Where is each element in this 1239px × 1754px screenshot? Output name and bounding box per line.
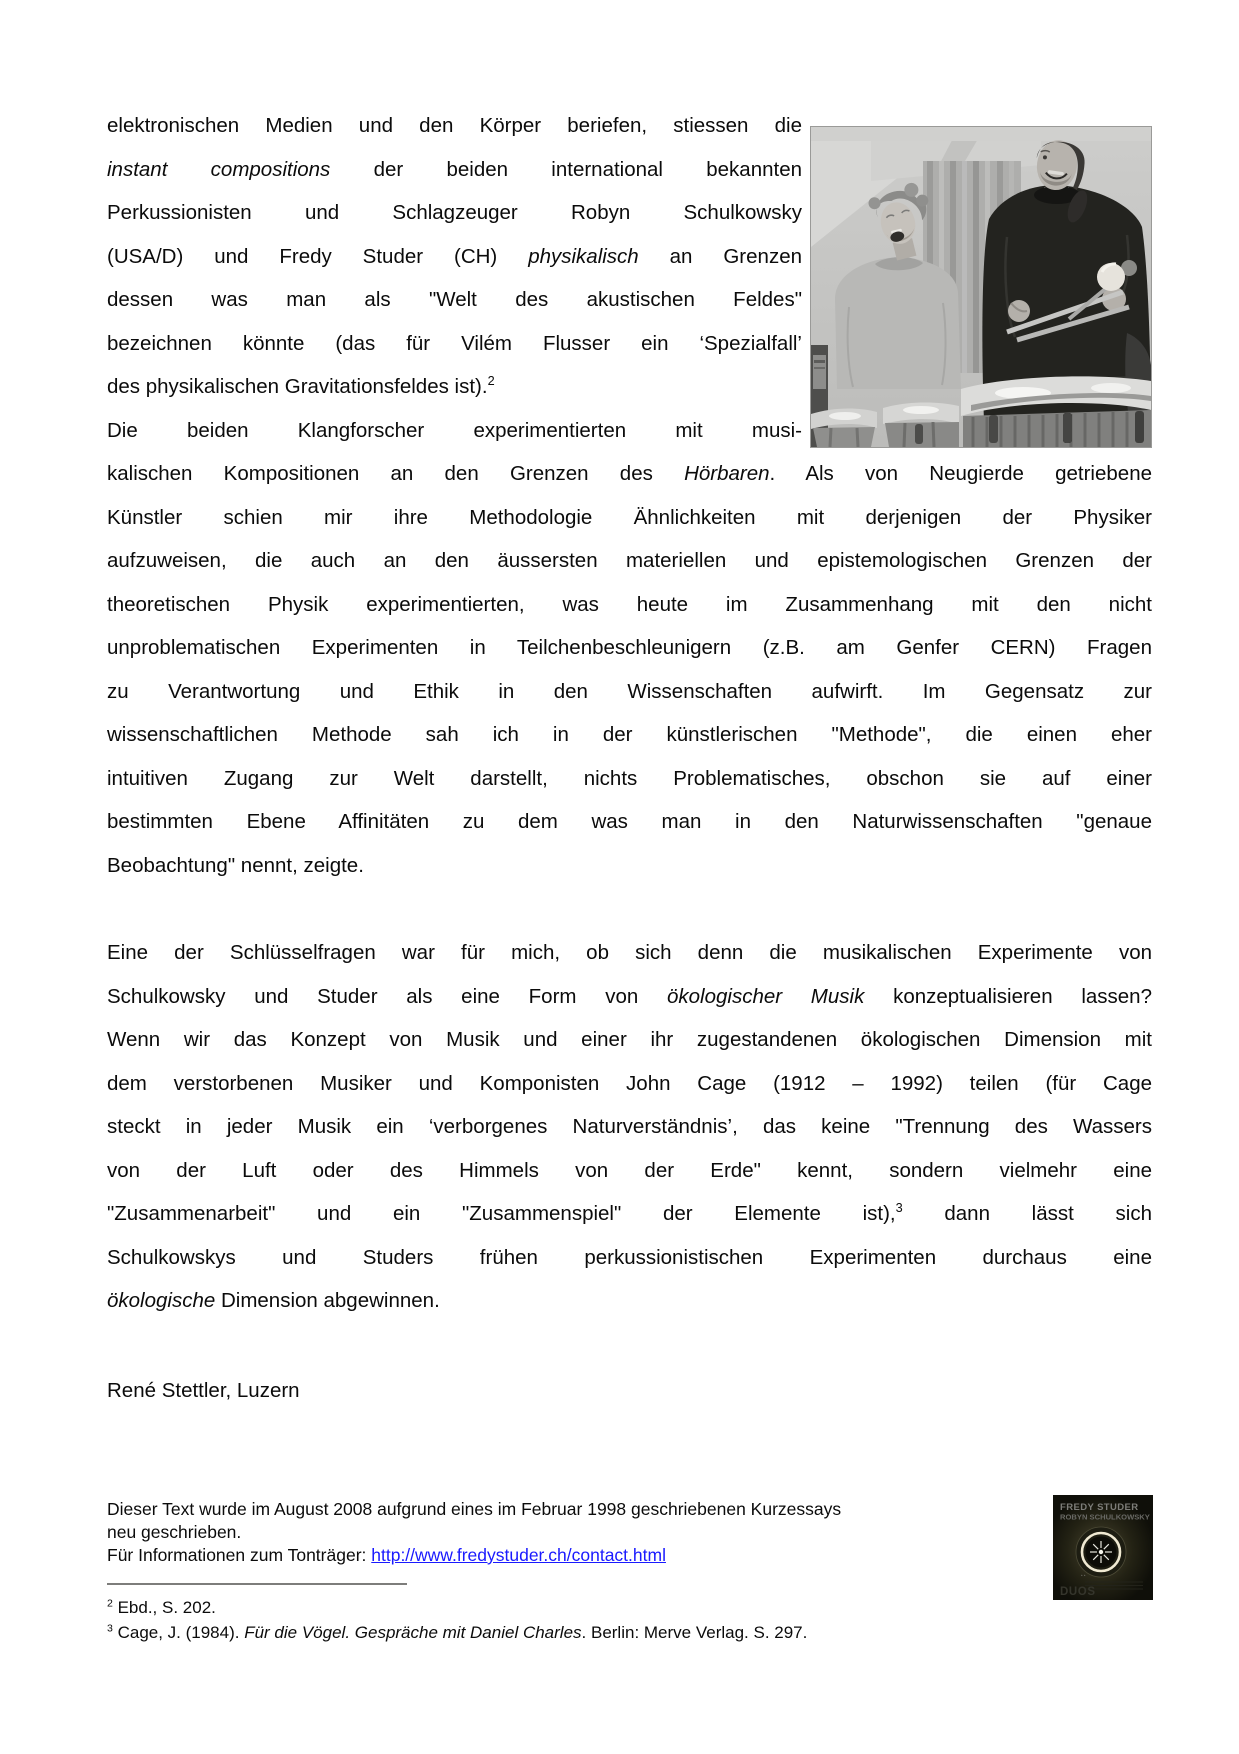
text-segment: Dimension abgewinnen. [215,1289,440,1312]
text-line [107,626,1152,670]
text-segment: der beiden international bekannten [330,157,803,181]
paragraph-1 [107,104,802,409]
signature: René Stettler, Luzern [107,1378,300,1402]
text-line [107,1192,1152,1236]
text-segment: von der Luft oder des Himmels von der Erde" kennt, sondern vielmehr eine [107,1158,1152,1182]
paragraph-2-continued [107,452,1152,887]
text-segment: zu Verantwortung und Ethik in den Wissenschaften aufwirft. Im Gegensatz zur [107,679,1152,703]
text-segment: theoretischen Physik experimentierten, was heute im Zusammenhang mit den nicht [107,592,1152,616]
text-line [107,235,802,279]
footer-note [107,1498,1152,1567]
document-content [107,104,1152,1645]
text-segment: wissenschaftlichen Methode sah ich in der künstlerischen "Methode", die einen eher [107,723,1152,746]
text-segment: . Als von Neugierde getriebene [769,462,1152,485]
text-segment: steckt in jeder Musik ein ‘verborgenes Naturverständnis’, das keine "Trennung des Wassers [107,1115,1152,1138]
text-segment: an Grenzen [638,244,802,268]
text-line [107,583,1152,627]
text-segment: intuitiven Zugang zur Welt darstellt, nichts Problematisches, obschon sie auf einer [107,766,1152,790]
text-segment: aufzuweisen, die auch an den äussersten materiellen und epistemologischen Grenzen der [107,549,1152,572]
footnote-separator [107,1583,407,1585]
text-segment: konzeptualisieren lassen? [864,984,1152,1008]
paragraph-2-start [107,409,802,453]
text-segment: ökologische [107,1289,216,1312]
text-segment: "Zusammenarbeit" und ein "Zusammenspiel" der Elemente ist), [107,1202,896,1225]
text-segment: Schulkowskys und Studers frühen perkussionistischen Experimenten durchaus eine [107,1245,1152,1269]
text-segment: Eine der Schlüsselfragen war für mich, ob sich denn die musikalischen Experimente von [107,941,1152,964]
duo-photo-illustration [811,127,1151,447]
text-line [107,409,802,453]
album-artist-2: ROBYN SCHULKOWSKY [1060,1512,1150,1522]
text-segment: Hörbaren [684,462,770,485]
album-small-marks: • • [1081,1573,1086,1578]
text-segment: Cage, J. (1984). [112,1623,245,1642]
text-segment: bezeichnen könnte (das für Vilém Flusser ein ‘Spezialfall’ [107,331,802,355]
text-line [107,931,1152,975]
top-section [107,104,1152,452]
text-line [107,191,802,235]
text-line [107,975,1152,1019]
text-line [107,322,802,366]
text-line [107,1149,1152,1193]
text-segment: Die beiden Klangforscher experimentierten mit musi- [107,418,802,442]
album-cover [1053,1495,1153,1600]
text-segment: Schulkowsky und Studer als eine Form von [107,984,667,1008]
text-line [107,844,1152,888]
text-line [107,278,802,322]
footnote-2 [107,1595,1152,1620]
text-line [107,1236,1152,1280]
contact-label: Für Informationen zum Tonträger: [107,1545,372,1565]
text-line [107,148,802,192]
text-segment: ökologischer Musik [666,984,865,1008]
text-line [107,757,1152,801]
album-title: DUOS [1060,1586,1096,1598]
text-line [107,1018,1152,1062]
text-line [107,365,802,409]
note-line-1: Dieser Text wurde im August 2008 aufgrund eines im Februar 1998 geschriebenen Kurzessays [107,1499,842,1519]
superscript: 2 [107,1597,113,1610]
text-segment: dann lässt sich [902,1202,1152,1225]
duo-photo [810,126,1152,448]
footnote-3 [107,1620,1152,1645]
text-segment: . Berlin: Merve Verlag. S. 297. [581,1623,808,1642]
text-line [107,1279,1152,1323]
text-line [107,496,1152,540]
album-cover-illustration [1053,1495,1153,1600]
superscript: 3 [895,1200,903,1216]
text-line [107,800,1152,844]
text-segment: physikalisch [528,244,639,268]
text-segment: Perkussionisten und Schlagzeuger Robyn Schulkowsky [107,201,802,224]
text-column [107,104,802,452]
text-segment: Wenn wir das Konzept von Musik und einer ihr zugestandenen ökologischen Dimension mit [107,1028,1152,1051]
text-line [107,670,1152,714]
text-line [107,1105,1152,1149]
album-artist-1: FREDY STUDER [1060,1502,1139,1513]
text-segment: des physikalischen Gravitationsfeldes ist). [107,375,488,398]
text-line [107,539,1152,583]
text-segment: elektronischen Medien und den Körper beriefen, stiessen die [107,114,802,137]
text-segment: kalischen Kompositionen an den Grenzen des [107,462,685,485]
text-segment: bestimmten Ebene Affinitäten zu dem was man in den Naturwissenschaften "genaue [107,810,1152,833]
text-segment: dem verstorbenen Musiker und Komponisten John Cage (1912 – 1992) teilen (für Cage [107,1071,1152,1095]
paragraph-3 [107,931,1152,1323]
text-line [107,713,1152,757]
contact-line [107,1544,1152,1567]
text-segment: dessen was man als "Welt des akustischen Feldes" [107,288,802,311]
text-line [107,452,1152,496]
text-segment: Ebd., S. 202. [112,1598,216,1617]
text-line [107,1062,1152,1106]
text-segment: Beobachtung" nennt, zeigte. [107,853,364,877]
text-segment: Künstler schien mir ihre Methodologie Ähnlichkeiten mit derjenigen der Physiker [107,505,1152,529]
text-segment: Für die Vögel. Gespräche mit Daniel Charles [244,1623,582,1642]
text-segment: instant compositions [107,157,331,181]
contact-link[interactable]: http://www.fredystuder.ch/contact.html [371,1545,666,1565]
text-line [107,104,802,148]
note-line-2: neu geschrieben. [107,1522,242,1542]
superscript: 2 [487,373,495,389]
text-segment: unproblematischen Experimenten in Teilchenbeschleunigern (z.B. am Genfer CERN) Fragen [107,636,1152,659]
superscript: 3 [107,1622,113,1635]
text-segment: (USA/D) und Fredy Studer (CH) [107,244,529,268]
